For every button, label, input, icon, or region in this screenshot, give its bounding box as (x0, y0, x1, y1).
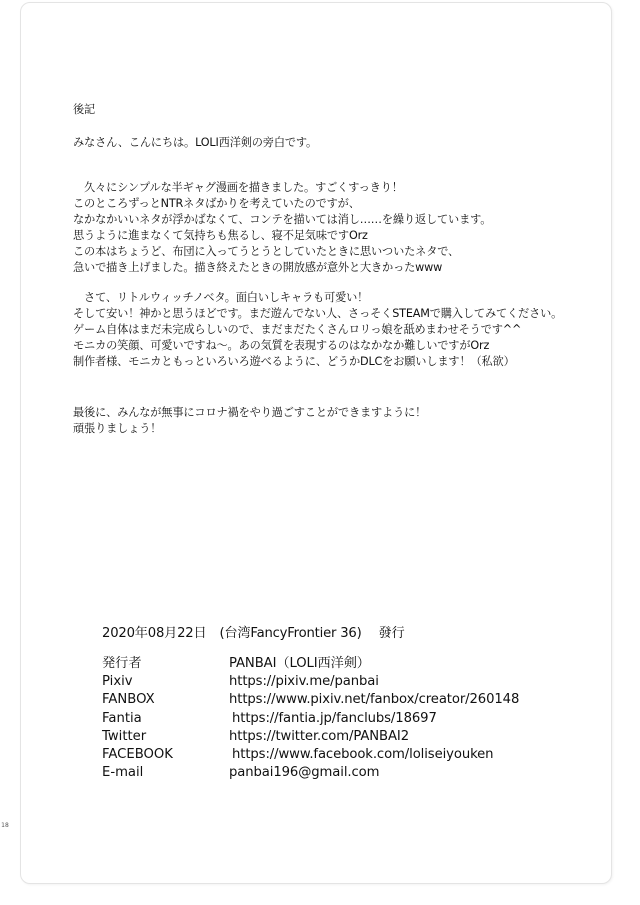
colophon-key: FACEBOOK (102, 746, 173, 762)
colophon-key: Pixiv (102, 674, 133, 690)
text-line: なかなかいいネタが浮かばなくて、コンテを描いては消し……を繰り返しています。 (73, 213, 492, 227)
afterword-paragraph-1 (73, 180, 491, 277)
text-line: この本はちょうど、布団に入ってうとうとしていたときに思いついたネタで、 (73, 245, 460, 259)
colophon-value: https://twitter.com/PANBAI2 (229, 728, 409, 744)
colophon-key: FANBOX (102, 692, 155, 708)
text-line: ゲーム自体はまだ未完成らしいので、まだまだたくさんロリっ娘を舐めまわせそうです^^ (73, 323, 522, 337)
colophon-value: https://pixiv.me/panbai (229, 674, 379, 690)
colophon-key: E-mail (102, 765, 144, 781)
text-line: 急いで描き上げました。描き終えたときの開放感が意外と大きかったwww (73, 261, 443, 275)
colophon-value: https://www.pixiv.net/fanbox/creator/260148 (229, 692, 520, 708)
colophon-value: https://www.facebook.com/loliseiyouken (232, 746, 494, 762)
text-line: 久々にシンプルな半ギャグ漫画を描きました。すごくすっきり！ (73, 181, 403, 194)
text-line: 最後に、みんなが無事にコロナ禍をやり過ごすことができますように！ (73, 406, 427, 419)
colophon-key: Fantia (102, 710, 142, 726)
colophon-value: panbai196@gmail.com (229, 765, 380, 781)
page-number: 18 (1, 822, 9, 829)
afterword-heading: 後記 (73, 103, 96, 116)
text-line: そして安い！神かと思うほどです。まだ遊んでない人、さっそくSTEAMで購入してみてください。 (73, 307, 563, 321)
text-line: このところずっとNTRネタばかりを考えていたのですが、 (73, 197, 360, 211)
text-line: 思うように進まなくて気持ちも焦るし、寝不足気味ですOrz (73, 229, 368, 243)
colophon-key: Twitter (102, 728, 147, 744)
publication-line: 2020年08月22日 (台湾FancyFrontier 36) 發行 (102, 626, 405, 641)
colophon-key: 発行者 (102, 656, 142, 671)
text-line: 頑張りましょう！ (73, 422, 162, 436)
text-line: 制作者様、モニカともっといろいろ遊べるように、どうかDLCをお願いします！（私欲） (73, 355, 515, 369)
afterword-greeting: みなさん、こんにちは。LOLI西洋剣の旁白です。 (73, 136, 318, 149)
colophon-value: https://fantia.jp/fanclubs/18697 (232, 710, 437, 726)
text-line: さて、リトルウィッチノベタ。面白いしキャラも可愛い！ (73, 291, 369, 304)
colophon-value: PANBAI（LOLI西洋剣） (229, 656, 370, 671)
text-line: モニカの笑顔、可愛いですね～。あの気質を表現するのはなかなか難しいですがOrz (73, 339, 490, 353)
afterword-closing (73, 405, 426, 437)
afterword-paragraph-2 (73, 290, 562, 370)
